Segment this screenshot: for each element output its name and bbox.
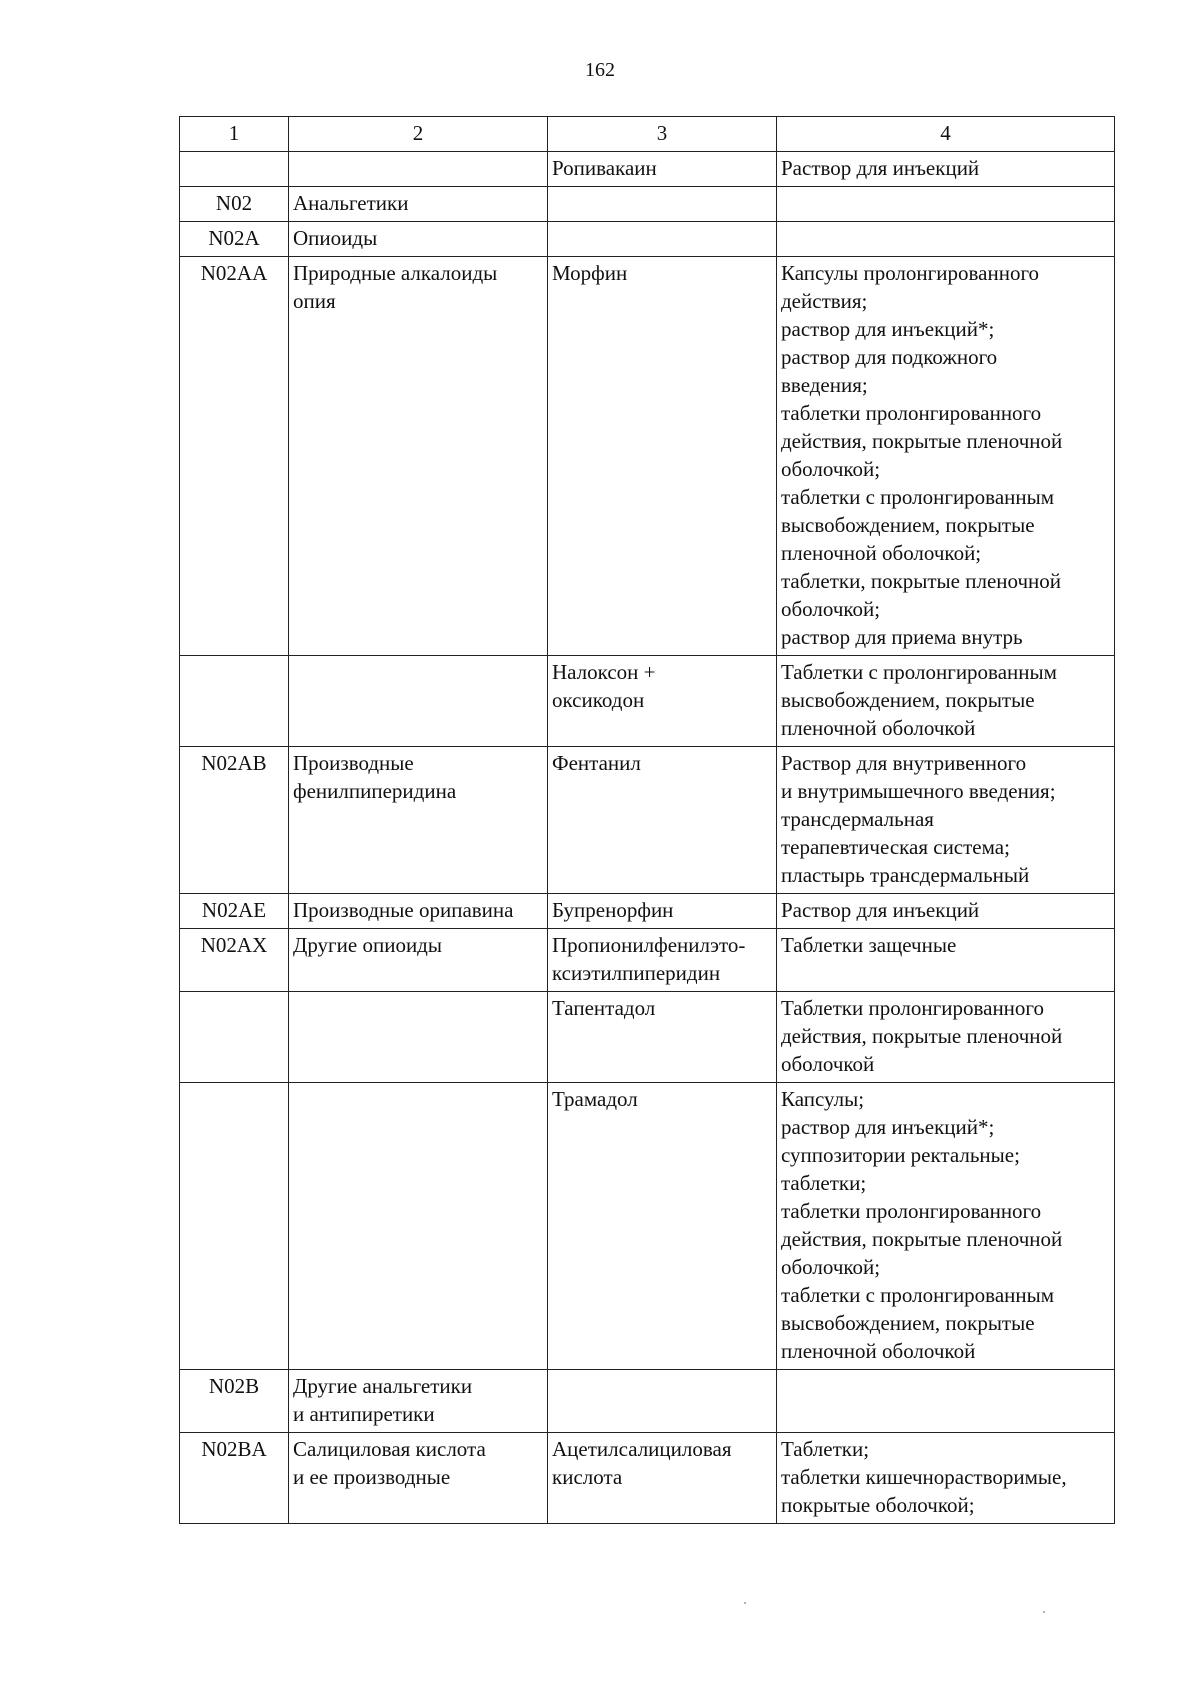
dosage-form-line: суппозитории ректальные;	[781, 1143, 1020, 1167]
group-name-line: Производные орипавина	[293, 898, 514, 922]
table-row	[180, 187, 1115, 222]
dosage-form-line: таблетки кишечнорастворимые,	[781, 1465, 1067, 1489]
table-row	[180, 929, 1115, 992]
group-name-line: Производные	[293, 751, 414, 775]
drug-name-line: Бупренорфин	[552, 898, 674, 922]
drug-name-line: Ацетилсалициловая	[552, 1437, 732, 1461]
dosage-form-line: раствор для приема внутрь	[781, 625, 1023, 649]
group-name-cell	[289, 992, 548, 1083]
atc-code-cell: N02A	[180, 222, 289, 257]
drug-name-cell	[548, 747, 777, 894]
atc-code-cell: N02AA	[180, 257, 289, 656]
drug-name-cell	[548, 1083, 777, 1370]
drug-name-line: Пропионилфенилэто-	[552, 933, 746, 957]
dosage-form-line: введения;	[781, 373, 868, 397]
dosage-form-line: и внутримышечного введения;	[781, 779, 1056, 803]
atc-code-cell	[180, 656, 289, 747]
table-row	[180, 152, 1115, 187]
atc-code-cell	[180, 1083, 289, 1370]
drug-name-cell	[548, 152, 777, 187]
drug-name-line: Трамадол	[552, 1087, 638, 1111]
dosage-form-line: таблетки пролонгированного	[781, 1199, 1042, 1223]
drug-name-cell	[548, 929, 777, 992]
header-col-2: 2	[289, 117, 548, 152]
dosage-form-cell	[777, 1083, 1115, 1370]
dosage-form-line: Капсулы пролонгированного	[781, 261, 1040, 285]
table-body	[180, 117, 1115, 1524]
dosage-form-cell	[777, 747, 1115, 894]
dosage-form-line: таблетки с пролонгированным	[781, 485, 1055, 509]
group-name-cell	[289, 1433, 548, 1524]
dosage-form-line: действия, покрытые пленочной	[781, 1227, 1063, 1251]
table-row	[180, 1083, 1115, 1370]
drug-name-cell	[548, 187, 777, 222]
atc-code-cell	[180, 992, 289, 1083]
group-name-line: Анальгетики	[293, 191, 409, 215]
dosage-form-line: терапевтическая система;	[781, 835, 1010, 859]
group-name-cell	[289, 152, 548, 187]
dosage-form-line: раствор для подкожного	[781, 345, 998, 369]
dosage-form-cell	[777, 152, 1115, 187]
dosage-form-line: раствор для инъекций*;	[781, 1115, 995, 1139]
dosage-form-line: Раствор для внутривенного	[781, 751, 1027, 775]
table-row	[180, 992, 1115, 1083]
group-name-line: Опиоиды	[293, 226, 378, 250]
drug-name-line: ксиэтилпиперидин	[552, 961, 721, 985]
group-name-cell	[289, 929, 548, 992]
atc-code-cell: N02AB	[180, 747, 289, 894]
dosage-form-line: таблетки;	[781, 1171, 867, 1195]
dosage-form-line: покрытые оболочкой;	[781, 1493, 975, 1517]
dosage-form-cell	[777, 187, 1115, 222]
dosage-form-cell	[777, 1370, 1115, 1433]
dosage-form-line: высвобождением, покрытые	[781, 688, 1035, 712]
table-row	[180, 1433, 1115, 1524]
dosage-form-line: Раствор для инъекций	[781, 898, 980, 922]
group-name-cell	[289, 656, 548, 747]
dosage-form-line: таблетки, покрытые пленочной	[781, 569, 1062, 593]
dosage-form-line: действия;	[781, 289, 868, 313]
drug-name-cell	[548, 894, 777, 929]
table-row	[180, 1370, 1115, 1433]
dosage-form-line: оболочкой;	[781, 1255, 881, 1279]
dosage-form-line: Таблетки;	[781, 1437, 870, 1461]
atc-code-cell: N02B	[180, 1370, 289, 1433]
drug-name-line: кислота	[552, 1465, 623, 1489]
drug-name-cell	[548, 1433, 777, 1524]
dosage-form-line: пластырь трансдермальный	[781, 863, 1030, 887]
group-name-line: Природные алкалоиды	[293, 261, 498, 285]
group-name-line: Другие анальгетики	[293, 1374, 473, 1398]
atc-code-cell: N02AX	[180, 929, 289, 992]
atc-code-cell	[180, 152, 289, 187]
group-name-cell	[289, 894, 548, 929]
drug-name-cell	[548, 656, 777, 747]
table-row	[180, 222, 1115, 257]
drug-name-line: Тапентадол	[552, 996, 656, 1020]
dosage-form-line: Раствор для инъекций	[781, 156, 980, 180]
header-col-1: 1	[180, 117, 289, 152]
dosage-form-line: Таблетки с пролонгированным	[781, 660, 1057, 684]
dosage-form-line: пленочной оболочкой;	[781, 541, 982, 565]
drug-table	[179, 116, 1115, 1524]
dosage-form-line: Капсулы;	[781, 1087, 865, 1111]
group-name-line: Другие опиоиды	[293, 933, 442, 957]
group-name-cell	[289, 1370, 548, 1433]
dosage-form-line: таблетки пролонгированного	[781, 401, 1042, 425]
dosage-form-line: трансдермальная	[781, 807, 934, 831]
dosage-form-line: Таблетки защечные	[781, 933, 957, 957]
dosage-form-line: высвобождением, покрытые	[781, 513, 1035, 537]
dosage-form-cell	[777, 1433, 1115, 1524]
drug-name-line: Ропивакаин	[552, 156, 657, 180]
group-name-line: и ее производные	[293, 1465, 451, 1489]
drug-name-cell	[548, 992, 777, 1083]
scan-speck	[744, 1602, 746, 1604]
atc-code-cell: N02AE	[180, 894, 289, 929]
table-row	[180, 894, 1115, 929]
dosage-form-line: высвобождением, покрытые	[781, 1311, 1035, 1335]
header-col-4: 4	[777, 117, 1115, 152]
group-name-cell	[289, 747, 548, 894]
group-name-line: и антипиретики	[293, 1402, 435, 1426]
group-name-line: фенилпиперидина	[293, 779, 457, 803]
group-name-line: опия	[293, 289, 336, 313]
drug-name-cell	[548, 1370, 777, 1433]
scan-speck	[1043, 1611, 1045, 1613]
table-row	[180, 656, 1115, 747]
dosage-form-line: оболочкой;	[781, 457, 881, 481]
dosage-form-line: оболочкой	[781, 1052, 875, 1076]
dosage-form-line: оболочкой;	[781, 597, 881, 621]
dosage-form-line: Таблетки пролонгированного	[781, 996, 1045, 1020]
dosage-form-cell	[777, 222, 1115, 257]
drug-name-cell	[548, 222, 777, 257]
group-name-cell	[289, 257, 548, 656]
drug-name-line: Морфин	[552, 261, 628, 285]
dosage-form-cell	[777, 257, 1115, 656]
drug-name-line: Фентанил	[552, 751, 641, 775]
table-row	[180, 747, 1115, 894]
drug-name-cell	[548, 257, 777, 656]
dosage-form-line: раствор для инъекций*;	[781, 317, 995, 341]
dosage-form-cell	[777, 929, 1115, 992]
dosage-form-cell	[777, 894, 1115, 929]
dosage-form-cell	[777, 656, 1115, 747]
group-name-line: Салициловая кислота	[293, 1437, 486, 1461]
dosage-form-line: действия, покрытые пленочной	[781, 1024, 1063, 1048]
dosage-form-line: пленочной оболочкой	[781, 716, 976, 740]
atc-code-cell: N02BA	[180, 1433, 289, 1524]
drug-name-line: оксикодон	[552, 688, 645, 712]
dosage-form-line: действия, покрытые пленочной	[781, 429, 1063, 453]
atc-code-cell: N02	[180, 187, 289, 222]
dosage-form-line: таблетки с пролонгированным	[781, 1283, 1055, 1307]
group-name-cell	[289, 222, 548, 257]
group-name-cell	[289, 1083, 548, 1370]
dosage-form-line: пленочной оболочкой	[781, 1339, 976, 1363]
table-row	[180, 257, 1115, 656]
group-name-cell	[289, 187, 548, 222]
page-number: 162	[585, 59, 615, 81]
drug-name-line: Налоксон +	[552, 660, 656, 684]
header-col-3: 3	[548, 117, 777, 152]
dosage-form-cell	[777, 992, 1115, 1083]
table-header-row	[180, 117, 1115, 152]
